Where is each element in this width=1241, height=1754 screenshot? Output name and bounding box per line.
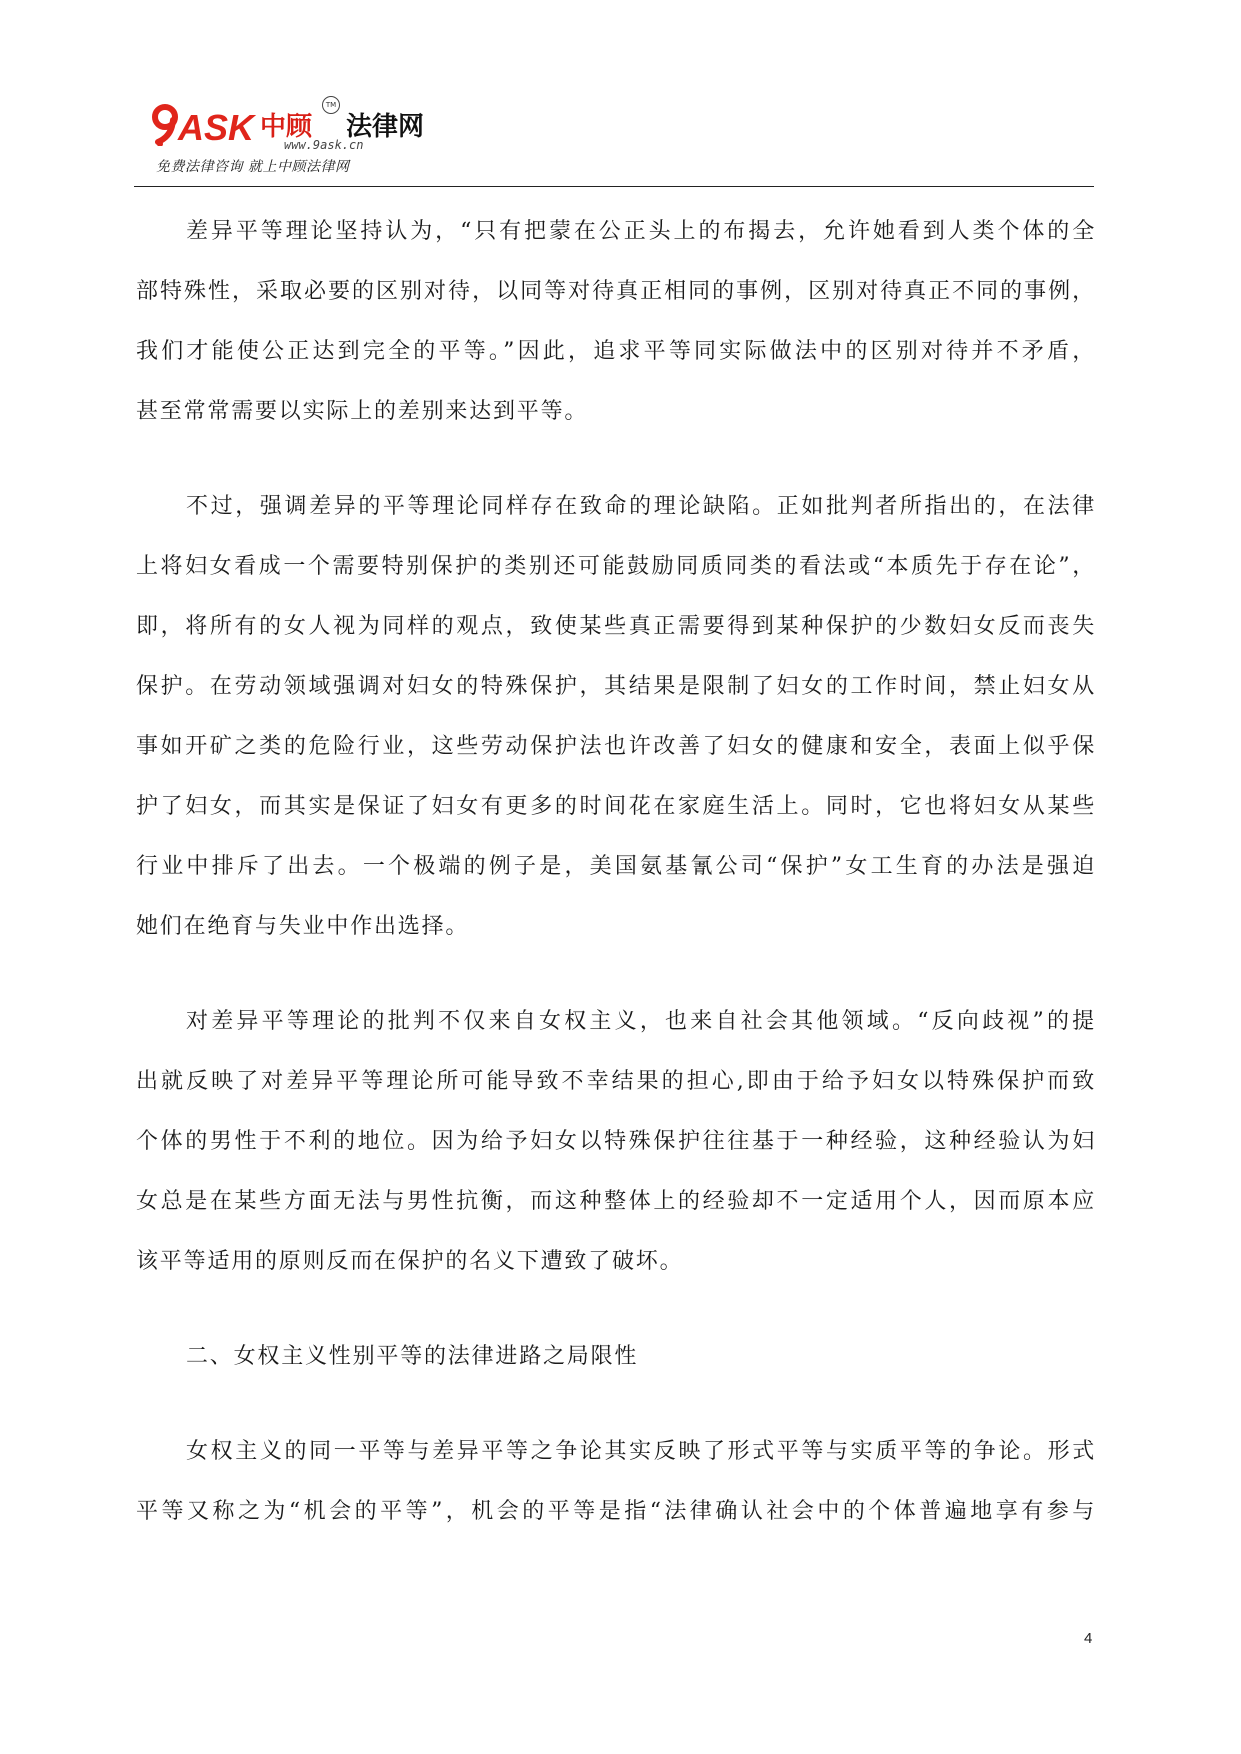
paragraph-3 — [136, 992, 1096, 1292]
text-line: 不过，强调差异的平等理论同样存在致命的理论缺陷。正如批判者所指出的，在法律 — [186, 494, 1096, 519]
logo-slogan: 免费法律咨询 就上中顾法律网 — [156, 159, 350, 175]
text-line: 出就反映了对差异平等理论所可能导致不幸结果的担心,即由于给予妇女以特殊保护而致 — [136, 1069, 1096, 1094]
section-heading: 二、女权主义性别平等的法律进路之局限性 — [186, 1344, 639, 1369]
text-line: 对差异平等理论的批判不仅来自女权主义，也来自社会其他领域。“反向歧视”的提 — [186, 1009, 1096, 1034]
logo-url: www.9ask.cn — [284, 138, 364, 152]
logo-law-network: 法律网 — [346, 112, 425, 142]
paragraph-2 — [136, 477, 1096, 957]
text-line: 平等又称之为“机会的平等”，机会的平等是指“法律确认社会中的个体普遍地享有参与 — [136, 1499, 1096, 1524]
text-line: 个体的男性于不利的地位。因为给予妇女以特殊保护往往基于一种经验，这种经验认为妇 — [136, 1129, 1096, 1154]
text-line: 行业中排斥了出去。一个极端的例子是，美国氨基氰公司“保护”女工生育的办法是强迫 — [136, 854, 1096, 879]
logo-chinese-name: 中顾 — [260, 112, 313, 142]
text-line: 护了妇女，而其实是保证了妇女有更多的时间花在家庭生活上。同时，它也将妇女从某些 — [136, 794, 1096, 819]
document-body — [136, 202, 1096, 1577]
text-line: 部特殊性，采取必要的区别对待，以同等对待真正相同的事例，区别对待真正不同的事例， — [136, 279, 1096, 304]
document-header — [134, 94, 1094, 186]
header-divider — [134, 186, 1094, 187]
text-line: 事如开矿之类的危险行业，这些劳动保护法也许改善了妇女的健康和安全，表面上似乎保 — [136, 734, 1096, 759]
text-line: 即，将所有的女人视为同样的观点，致使某些真正需要得到某种保护的少数妇女反而丧失 — [136, 614, 1096, 639]
text-line: 女总是在某些方面无法与男性抗衡，而这种整体上的经验却不一定适用个人，因而原本应 — [136, 1189, 1096, 1214]
text-line: 女权主义的同一平等与差异平等之争论其实反映了形式平等与实质平等的争论。形式 — [186, 1439, 1096, 1464]
page-number: 4 — [1084, 1630, 1093, 1647]
text-line: 该平等适用的原则反而在保护的名义下遭致了破坏。 — [136, 1249, 684, 1274]
paragraph-1 — [136, 202, 1096, 442]
text-line: 差异平等理论坚持认为，“只有把蒙在公正头上的布揭去，允许她看到人类个体的全 — [186, 219, 1096, 244]
paragraph-4 — [136, 1422, 1096, 1542]
logo-brand: ASK — [178, 107, 255, 148]
logo-nine-icon — [152, 104, 178, 146]
text-line: 保护。在劳动领域强调对妇女的特殊保护，其结果是限制了妇女的工作时间，禁止妇女从 — [136, 674, 1096, 699]
trademark-icon: TM — [322, 96, 340, 114]
text-line: 她们在绝育与失业中作出选择。 — [136, 914, 470, 939]
text-line: 甚至常常需要以实际上的差别来达到平等。 — [136, 399, 589, 424]
text-line: 我们才能使公正达到完全的平等。”因此，追求平等同实际做法中的区别对待并不矛盾， — [136, 339, 1096, 364]
text-line: 上将妇女看成一个需要特别保护的类别还可能鼓励同质同类的看法或“本质先于存在论”， — [136, 554, 1096, 579]
